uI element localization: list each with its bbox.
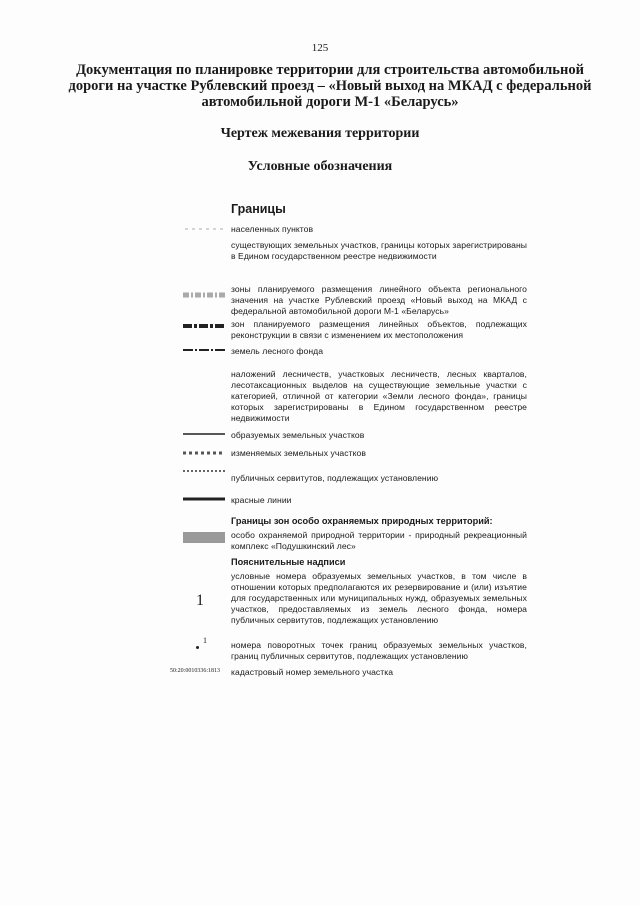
formed-plot-symbol <box>183 432 225 436</box>
legend-formed-plots: образуемых земельных участков <box>231 430 365 440</box>
turning-point-dot-icon <box>196 646 199 649</box>
legend-servitudes: публичных сервитутов, подлежащих установлению <box>231 473 439 483</box>
page-number: 125 <box>311 42 329 54</box>
legend-reserve: особо охраняемой природной территории - природный рекреационный комплекс «Подушкинский лес» <box>231 530 527 551</box>
legend-settlements: населенных пунктов <box>231 224 314 234</box>
turning-point-sample: 1 <box>203 636 207 645</box>
legend-plot-numbers: условные номера образуемых земельных участков, в том числе в отношении которых предполагаются их резервирование и (или) изъятие для государственных или муниципальных нужд, образуемых земельных участков, предоставляемых из земель лесного фонда, номера публичных сервитутов, подлежащих установлению <box>231 571 527 625</box>
linear-object-zone-symbol <box>183 289 225 301</box>
forest-boundary-symbol <box>183 347 225 353</box>
legend-overlaps: наложений лесничеств, участковых лесничеств, лесных кварталов, лесотаксационных выделов на существующие земельные участки с категорией, отличной от категории «Земли лесного фонда», границы которых зарегистрированы в Едином государственном реестре недвижимости <box>231 369 527 423</box>
servitude-symbol <box>183 469 225 473</box>
red-line-symbol <box>183 496 225 502</box>
section-labels: Пояснительные надписи <box>231 557 346 567</box>
legend-cadastral: кадастровый номер земельного участка <box>231 667 394 677</box>
legend-linear-object: зоны планируемого размещения линейного объекта регионального значения на участке Рублевский проезд «Новый выход на МКАД с федеральной автомобильной дороги М-1 «Беларусь» <box>231 284 527 316</box>
cadastral-sample: 50:20:0010336:1813 <box>170 668 221 674</box>
legend-forest: земель лесного фонда <box>231 346 324 356</box>
legend-title: Условные обозначения <box>247 159 393 174</box>
section-boundaries: Границы <box>231 202 286 216</box>
legend-land-plots: существующих земельных участков, границы которых зарегистрированы в Едином государственном реестре недвижимости <box>231 240 527 261</box>
legend-changed-plots: изменяемых земельных участков <box>231 448 366 458</box>
legend-reconstruction: зон планируемого размещения линейных объектов, подлежащих реконструкции в связи с изменением их местоположения <box>231 319 527 340</box>
plot-number-sample: 1 <box>196 592 204 609</box>
changed-plot-symbol <box>183 450 225 456</box>
reconstruction-zone-symbol <box>183 322 225 330</box>
document-title: Документация по планировке территории для строительства автомобильной дороги на участке Рублевский проезд – «Новый выход на МКАД с федеральной автомобильной дороги М-1 «Беларусь» <box>68 62 592 110</box>
protected-area-symbol <box>183 532 225 543</box>
section-protected-areas: Границы зон особо охраняемых природных территорий: <box>231 516 493 526</box>
legend-red-lines: красные линии <box>231 495 292 505</box>
drawing-title: Чертеж межевания территории <box>220 126 420 141</box>
legend-turning-points: номера поворотных точек границ образуемых земельных участков, границ публичных сервитутов, подлежащих установлению <box>231 640 527 661</box>
settlement-boundary-symbol <box>185 225 223 233</box>
